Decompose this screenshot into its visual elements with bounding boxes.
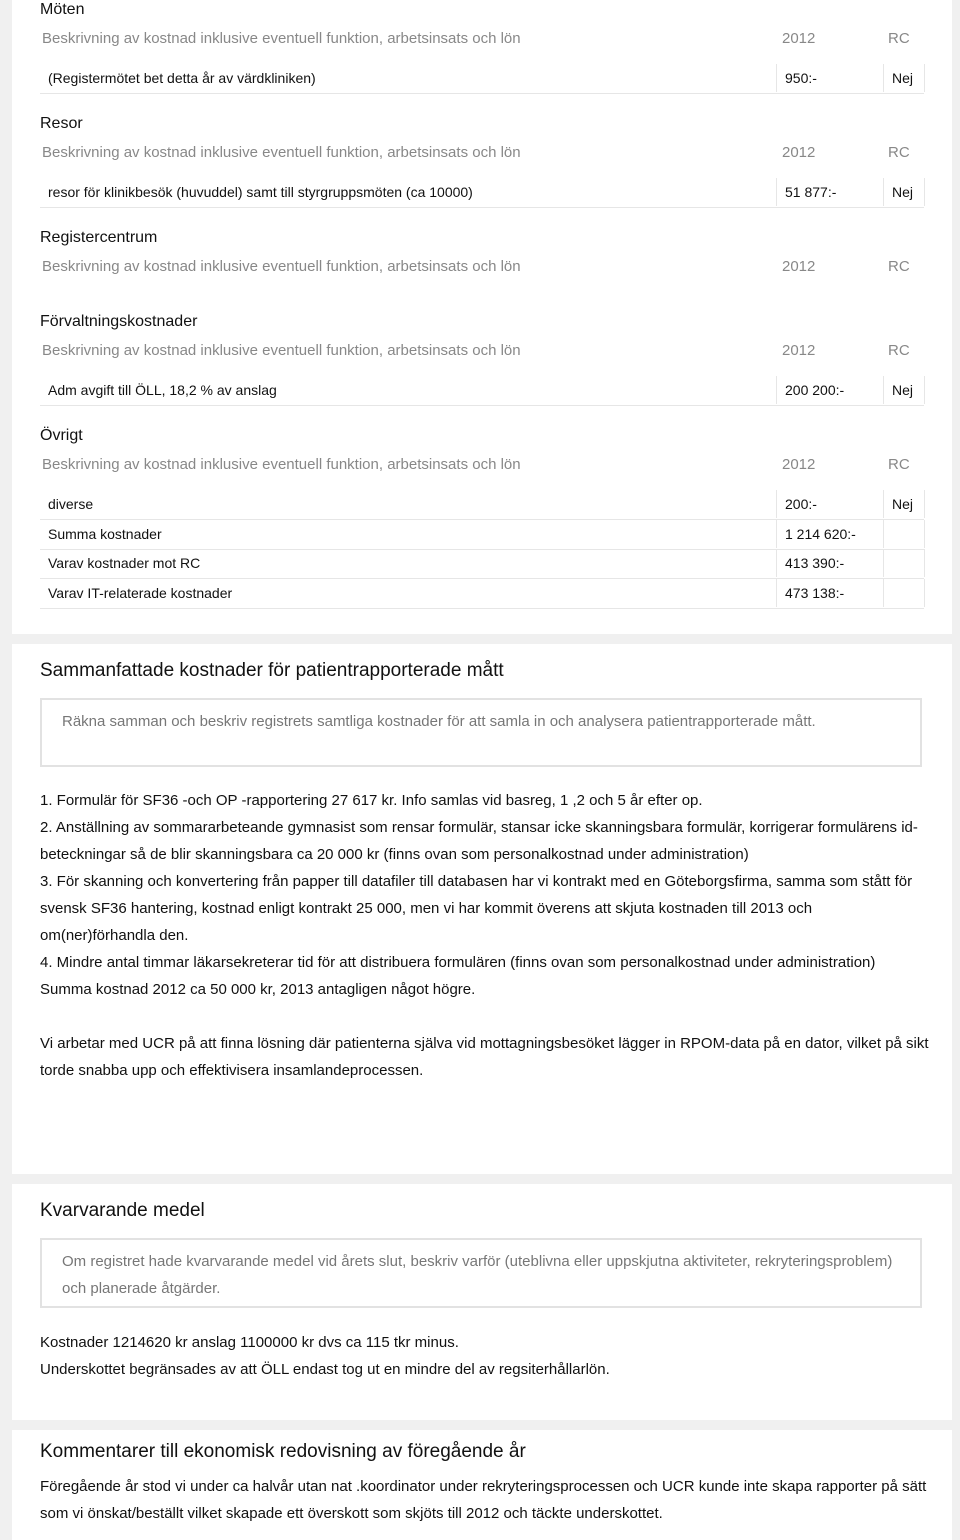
comments-panel bbox=[12, 1430, 952, 1540]
desc-header-year: 2012 bbox=[782, 456, 816, 473]
desc-header-text: Beskrivning av kostnad inklusive eventuell funktion, arbetsinsats och lön bbox=[42, 144, 521, 161]
desc-header-org: RC bbox=[888, 144, 910, 161]
cost-flag: Nej bbox=[892, 184, 914, 200]
cost-description: diverse bbox=[48, 496, 94, 512]
cost-row-moten bbox=[40, 64, 924, 94]
cost-flag: Nej bbox=[892, 382, 914, 398]
desc-header-text: Beskrivning av kostnad inklusive eventuell funktion, arbetsinsats och lön bbox=[42, 30, 521, 47]
summary-paragraph-2: Vi arbetar med UCR på att finna lösning där patienterna själva vid mottagningsbesöket lägger in RPOM-data på en dator, vilket på sikt torde snabba upp och effektivisera insamlandeprocessen. bbox=[40, 1035, 929, 1079]
cost-description: resor för klinikbesök (huvuddel) samt till styrgruppsmöten (ca 10000) bbox=[48, 184, 473, 200]
summary-text bbox=[40, 787, 930, 1084]
desc-header-year: 2012 bbox=[782, 342, 816, 359]
summary-line-1: 1. Formulär för SF36 -och OP -rapportering 27 617 kr. Info samlas vid basreg, 1 ,2 och 5 år efter op. bbox=[40, 792, 703, 809]
desc-header-year: 2012 bbox=[782, 258, 816, 275]
summary-line-3: 3. För skanning och konvertering från papper till datafiler till databasen har vi kontrakt med en Göteborgsfirma, samma som stått för svensk SF36 hantering, kostnad enligt kontrakt 25 000, men vi har kommit överens att skjuta kostnaden till 2013 och om(ner)förhandla den. bbox=[40, 873, 913, 944]
cost-amount: 950:- bbox=[785, 70, 817, 86]
desc-header-year: 2012 bbox=[782, 30, 816, 47]
desc-header-org: RC bbox=[888, 30, 910, 47]
summary-hint-box bbox=[40, 698, 922, 767]
desc-header-text: Beskrivning av kostnad inklusive eventuell funktion, arbetsinsats och lön bbox=[42, 258, 521, 275]
summary-heading: Sammanfattade kostnader för patientrapporterade mått bbox=[40, 660, 504, 681]
category-title-registercentrum: Registercentrum bbox=[40, 229, 158, 246]
desc-header-text: Beskrivning av kostnad inklusive eventuell funktion, arbetsinsats och lön bbox=[42, 456, 521, 473]
cost-description: (Registermötet bet detta år av värdkliniken) bbox=[48, 70, 316, 86]
summary-line-4: 4. Mindre antal timmar läkarsekreterar tid för att distribuera formulären (finns ovan som personalkostnad under administration) bbox=[40, 954, 876, 971]
total-amount: 413 390:- bbox=[785, 555, 845, 571]
summary-panel bbox=[12, 644, 952, 1174]
total-row-summa bbox=[40, 520, 924, 550]
summary-line-2: 2. Anställning av sommararbeteande gymnasist som rensar formulär, stansar icke skanningsbara formulär, korrigerar formulärens id-beteckningar så de blir skanningsbara ca 20 000 kr (finns ovan som personalkostnad under administration) bbox=[40, 819, 918, 863]
desc-header-org: RC bbox=[888, 342, 910, 359]
desc-header-org: RC bbox=[888, 456, 910, 473]
remaining-funds-panel bbox=[12, 1184, 952, 1420]
cost-row-ovrigt bbox=[40, 490, 924, 520]
cost-table-panel bbox=[12, 0, 952, 634]
comments-heading: Kommentarer till ekonomisk redovisning av föregående år bbox=[40, 1441, 526, 1462]
cost-flag: Nej bbox=[892, 70, 914, 86]
desc-header-org: RC bbox=[888, 258, 910, 275]
cost-amount: 200:- bbox=[785, 496, 817, 512]
total-row-rc bbox=[40, 549, 924, 579]
summary-line-5: Summa kostnad 2012 ca 50 000 kr, 2013 antagligen något högre. bbox=[40, 981, 476, 998]
summary-hint: Räkna samman och beskriv registrets samtliga kostnader för att samla in och analysera patientrapporterade mått. bbox=[62, 713, 816, 730]
remaining-hint-box bbox=[40, 1238, 922, 1308]
category-title-forvaltning: Förvaltningskostnader bbox=[40, 313, 198, 330]
cost-description: Adm avgift till ÖLL, 18,2 % av anslag bbox=[48, 382, 277, 398]
remaining-line-2: Underskottet begränsades av att ÖLL endast tog ut en mindre del av regsiterhållarlön. bbox=[40, 1361, 610, 1378]
remaining-line-1: Kostnader 1214620 kr anslag 1100000 kr dvs ca 115 tkr minus. bbox=[40, 1334, 459, 1351]
total-label: Summa kostnader bbox=[48, 526, 162, 542]
total-amount: 1 214 620:- bbox=[785, 526, 856, 542]
category-title-moten: Möten bbox=[40, 1, 85, 18]
cost-row-forvaltning bbox=[40, 376, 924, 406]
desc-header-year: 2012 bbox=[782, 144, 816, 161]
cost-amount: 51 877:- bbox=[785, 184, 837, 200]
desc-header-text: Beskrivning av kostnad inklusive eventuell funktion, arbetsinsats och lön bbox=[42, 342, 521, 359]
cost-amount: 200 200:- bbox=[785, 382, 845, 398]
cost-row-resor bbox=[40, 178, 924, 208]
category-title-ovrigt: Övrigt bbox=[40, 427, 83, 444]
total-label: Varav IT-relaterade kostnader bbox=[48, 585, 233, 601]
remaining-text bbox=[40, 1329, 930, 1383]
total-amount: 473 138:- bbox=[785, 585, 845, 601]
category-title-resor: Resor bbox=[40, 115, 83, 132]
comments-body: Föregående år stod vi under ca halvår utan nat .koordinator under rekryteringsprocessen och UCR kunde inte skapa rapporter på sätt som vi önskat/beställt vilket skapade ett överskott som skjöts till 2012 och täckte underskottet. bbox=[40, 1478, 927, 1522]
comments-text bbox=[40, 1473, 930, 1527]
total-row-it bbox=[40, 579, 924, 609]
remaining-hint: Om registret hade kvarvarande medel vid årets slut, beskriv varför (uteblivna eller uppskjutna aktiviteter, rekryteringsproblem) och planerade åtgärder. bbox=[62, 1253, 893, 1297]
total-label: Varav kostnader mot RC bbox=[48, 555, 201, 571]
remaining-heading: Kvarvarande medel bbox=[40, 1200, 205, 1221]
cost-flag: Nej bbox=[892, 496, 914, 512]
